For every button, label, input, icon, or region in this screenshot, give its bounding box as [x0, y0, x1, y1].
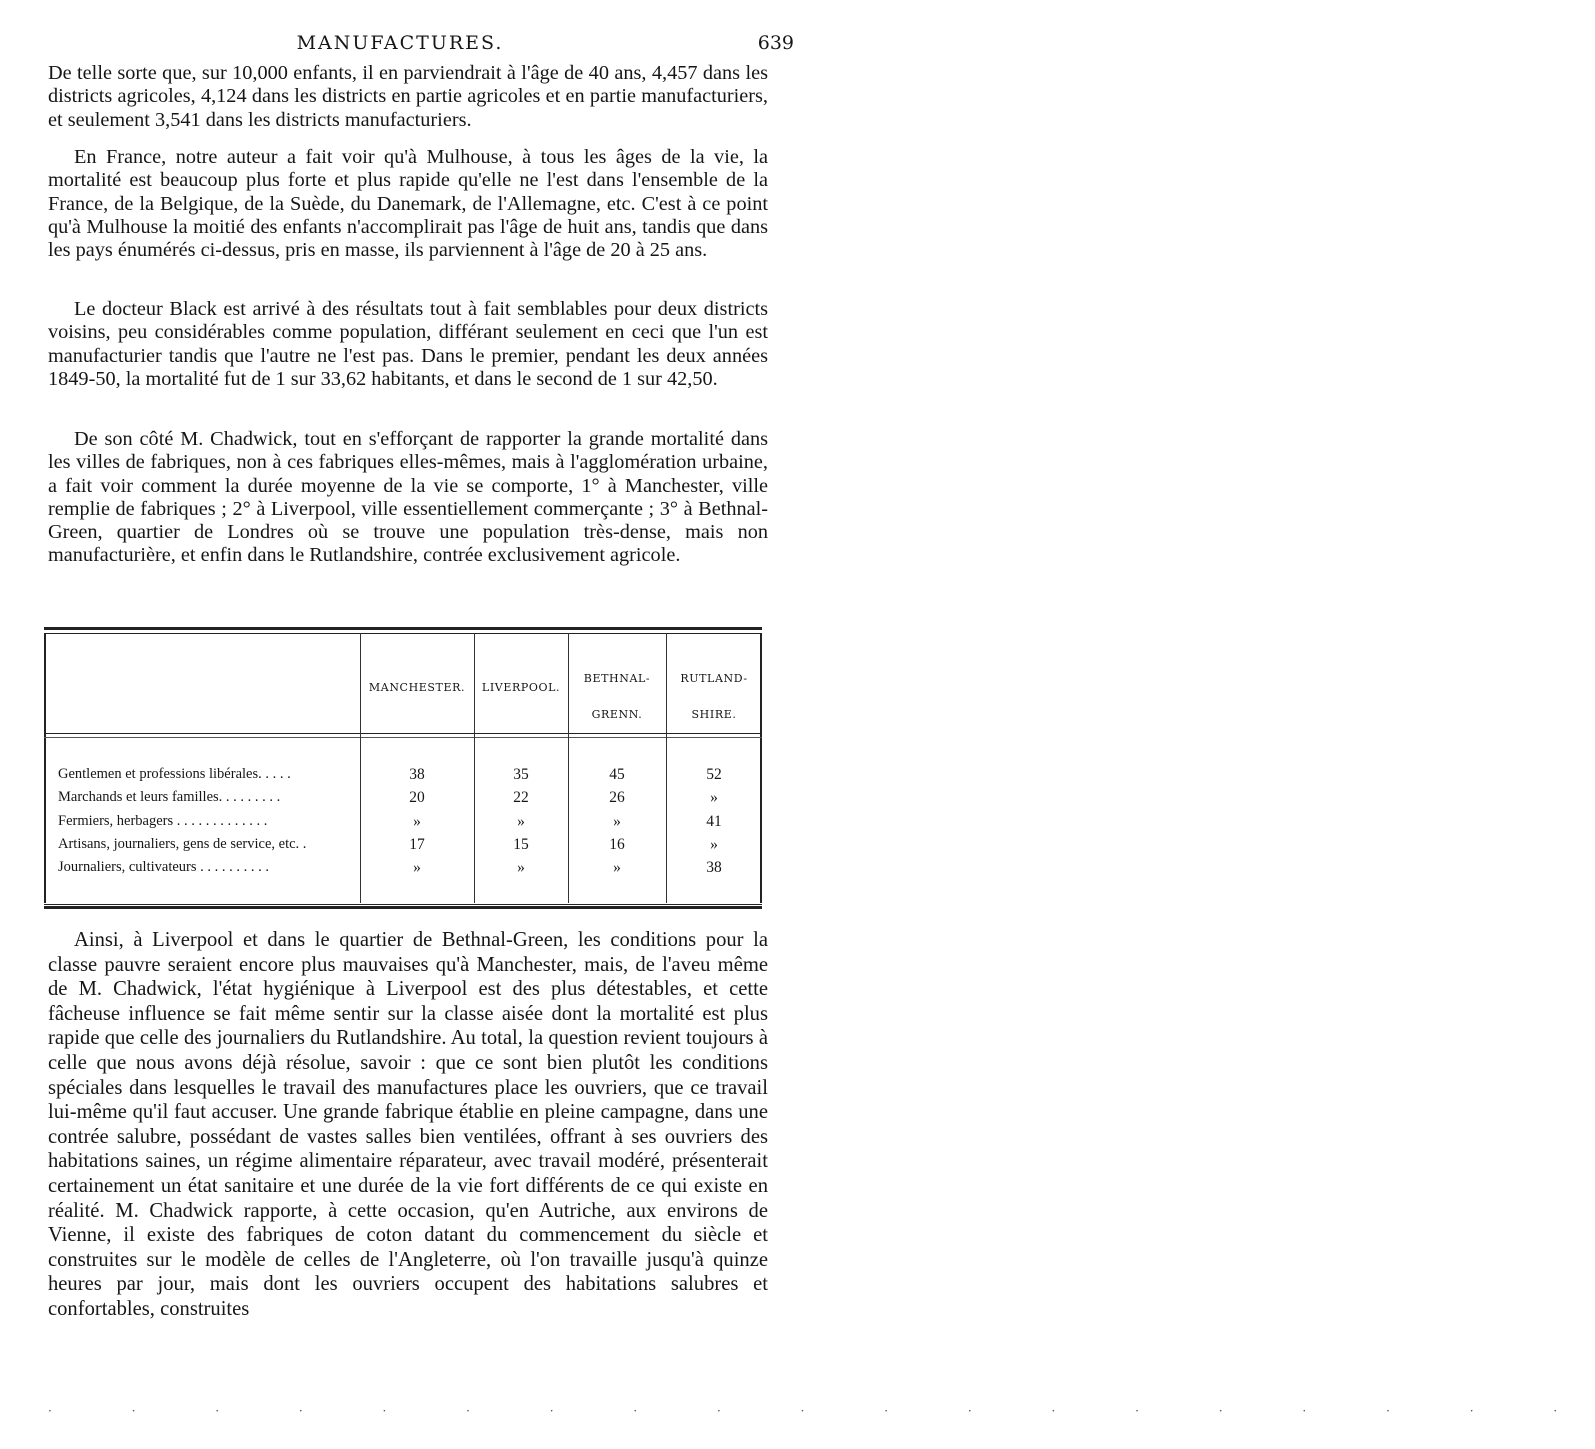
column-header-line: RUTLAND-	[680, 672, 748, 685]
table-row-label: Journaliers, cultivateurs . . . . . . . . . .	[58, 859, 270, 876]
table-cell: 52	[706, 766, 722, 783]
table-cell: »	[517, 812, 525, 830]
page-number: 639	[757, 32, 794, 54]
column-header-line: BETHNAL-	[583, 672, 651, 685]
column-header-line: LIVERPOOL.	[481, 681, 561, 694]
table-row-label: Gentlemen et professions libérales. . . . .	[58, 766, 291, 782]
table-cell: 45	[609, 766, 625, 783]
column-header-line: MANCHESTER.	[368, 681, 466, 694]
column-header-liverpool	[474, 681, 568, 694]
table-cell: »	[413, 812, 421, 830]
table-header-rule-inner	[44, 737, 762, 738]
column-header-line: GRENN.	[591, 708, 643, 721]
table-top-rule-inner	[44, 633, 762, 634]
table-bottom-rule-inner	[44, 904, 762, 905]
running-title: MANUFACTURES.	[296, 32, 504, 54]
column-header-bethnal-green	[568, 661, 666, 733]
column-header-rutlandshire	[666, 661, 762, 733]
table-left-border	[44, 633, 46, 903]
paragraph-5: Ainsi, à Liverpool et dans le quartier de Bethnal-Green, les conditions pour la classe pauvre seraient encore plus mauvaises qu'à Manchester, mais, de l'aveu même de M. Chadwick, l'état hygiénique à Liverpool est des plus détestables, et cette fâcheuse influence se fait même sentir sur la classe aisée dont la mortalité est plus rapide que celle des journaliers du Rutlandshire. Au total, la question revient toujours à celle que nous avons déjà résolue, savoir : que ce sont bien plutôt les conditions spéciales dans lesquelles le travail des manufactures place les ouvriers, que ce travail lui-même qu'il faut accuser. Une grande fabrique établie en pleine campagne, dans une contrée salubre, possédant de vastes salles bien ventilées, offrant à ses ouvriers des habitations saines, un régime alimentaire réparateur, avec travail modéré, présenterait certainement un état sanitaire et une durée de la vie fort différents de ce qui existe en réalité. M. Chadwick rapporte, à cette occasion, qu'en Autriche, aux environs de Vienne, il existe des fabriques de coton datant du commencement du siècle et construites sur le modèle de celles de l'Angleterre, où l'on travaille jusqu'à quinze heures par jour, mais dont les ouvriers occupent des habitations salubres et confortables, construites	[48, 929, 768, 1320]
table-header-rule	[44, 733, 762, 734]
table-cell: »	[413, 859, 421, 877]
table-cell: 17	[409, 835, 425, 853]
footer-specks: · · · · · · · · · · · · · · · · · · ·	[48, 1404, 1595, 1418]
table-cell: »	[613, 859, 621, 877]
table-cell: 15	[513, 835, 529, 853]
table-cell: 38	[706, 859, 722, 877]
table-cell: »	[710, 789, 718, 807]
table-cell: »	[517, 859, 525, 877]
table-cell: 16	[609, 835, 625, 853]
page-header	[0, 28, 800, 58]
table-row-label: Fermiers, herbagers . . . . . . . . . . . . .	[58, 812, 268, 829]
table-cell: 41	[706, 812, 722, 830]
table-column-separator	[474, 633, 475, 903]
paragraph-2: En France, notre auteur a fait voir qu'à Mulhouse, à tous les âges de la vie, la mortalité est beaucoup plus forte et plus rapide qu'elle ne l'est dans l'ensemble de la France, de la Belgique, de la Suède, du Danemark, de l'Allemagne, etc. C'est à ce point qu'à Mulhouse la moitié des enfants n'accomplirait pas l'âge de huit ans, tandis que dans les pays énumérés ci-dessus, pris en masse, ils parviennent à l'âge de 20 à 25 ans.	[48, 146, 768, 262]
table-cell: 38	[409, 766, 425, 783]
table-row-label: Marchands et leurs familles. . . . . . . . .	[58, 789, 281, 806]
paragraph-1: De telle sorte que, sur 10,000 enfants, il en parviendrait à l'âge de 40 ans, 4,457 dans les districts agricoles, 4,124 dans les districts en partie agricoles et en partie manufacturiers, et seulement 3,541 dans les districts manufacturiers.	[48, 62, 768, 131]
table-cell: 20	[409, 789, 425, 807]
paragraph-3: Le docteur Black est arrivé à des résultats tout à fait semblables pour deux districts voisins, peu considérables comme population, différant seulement en ceci que l'un est manufacturier tandis que l'autre ne l'est pas. Dans le premier, pendant les deux années 1849-50, la mortalité fut de 1 sur 33,62 habitants, et dans le second de 1 sur 42,50.	[48, 298, 768, 390]
table-row-label: Artisans, journaliers, gens de service, etc. .	[58, 835, 307, 852]
mortality-table	[44, 627, 762, 909]
table-cell: »	[613, 812, 621, 830]
column-header-manchester	[360, 681, 474, 694]
paragraph-4: De son côté M. Chadwick, tout en s'efforçant de rapporter la grande mortalité dans les villes de fabriques, non à ces fabriques elles-mêmes, mais à l'agglomération urbaine, a fait voir comment la durée moyenne de la vie se comporte, 1° à Manchester, ville remplie de fabriques ; 2° à Liverpool, ville essentiellement commerçante ; 3° à Bethnal-Green, quartier de Londres où se trouve une population très-dense, mais non manufacturière, et enfin dans le Rutlandshire, contrée exclusivement agricole.	[48, 428, 768, 567]
table-cell: 26	[609, 789, 625, 807]
table-cell: »	[710, 835, 718, 853]
table-bottom-rule	[44, 906, 762, 909]
table-cell: 22	[513, 789, 529, 807]
column-header-line: SHIRE.	[691, 708, 737, 721]
table-cell: 35	[513, 766, 529, 783]
table-top-rule	[44, 627, 762, 630]
table-column-separator	[360, 633, 361, 903]
